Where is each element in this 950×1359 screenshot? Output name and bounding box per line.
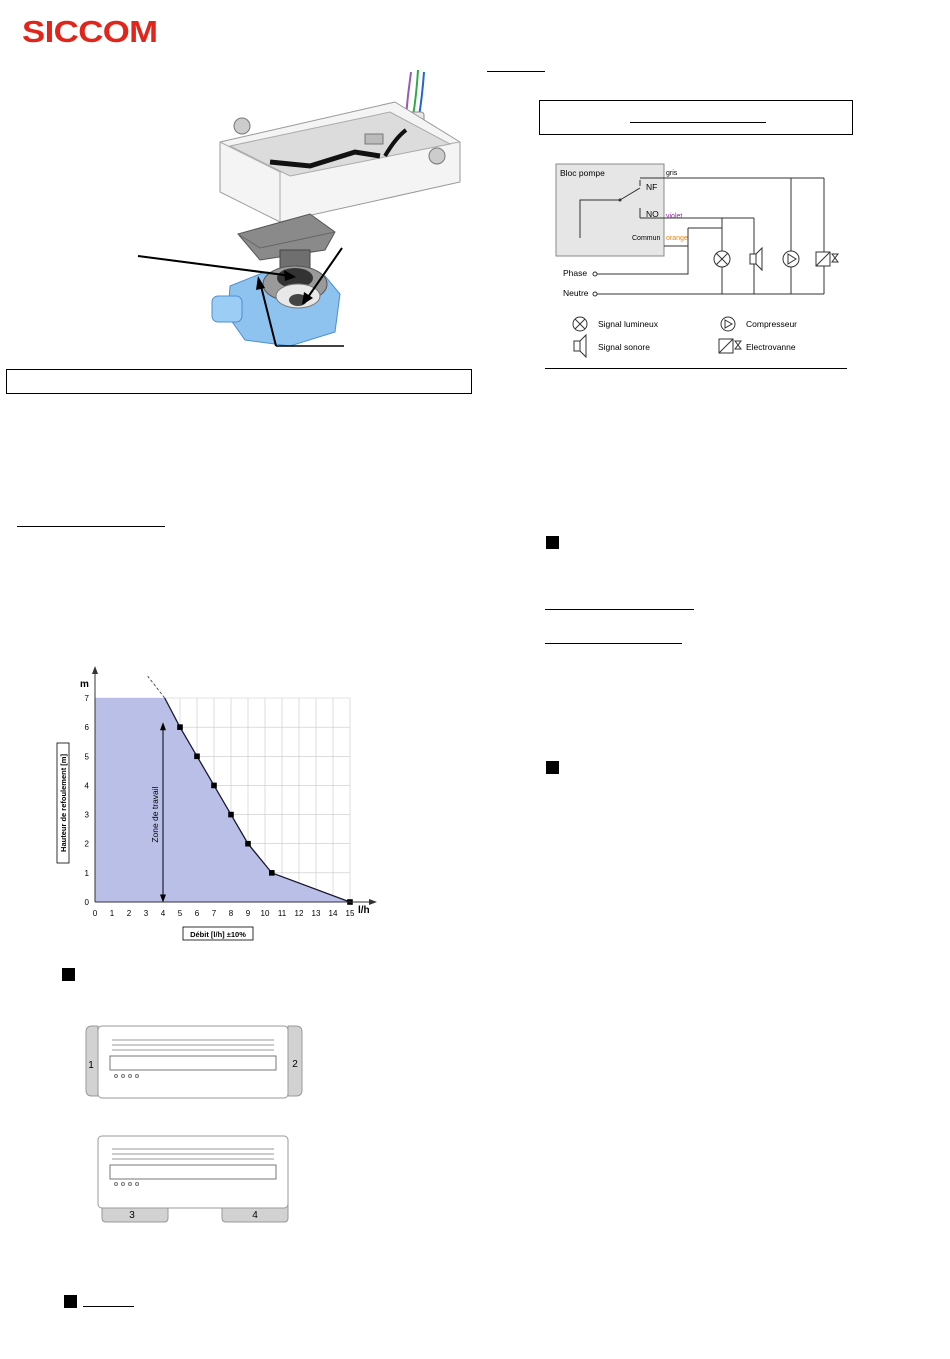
x-tick-label: 12 [294,909,304,918]
view-label-1: 1 [88,1060,94,1071]
x-tick-label: 13 [311,909,321,918]
y-unit-label: m [80,679,89,690]
y-axis-arrow [92,666,98,674]
x-axis-arrow [369,899,377,905]
bottom-heading-underline [83,1306,134,1307]
x-tick-label: 15 [345,909,355,918]
x-tick-label: 8 [228,909,234,918]
data-point-marker [177,724,183,730]
wire-gris-label: gris [666,170,678,177]
x-tick-label: 10 [260,909,270,918]
x-tick-label: 14 [328,909,338,918]
legend-compressor-label: Compresseur [746,319,798,329]
x-tick-label: 11 [277,909,287,918]
x-tick-label: 6 [194,909,200,918]
legend-lamp-label: Signal lumineux [598,319,659,329]
neutre-label: Neutre [563,288,589,298]
legend-sound-label: Signal sonore [598,342,650,352]
x-tick-label: 0 [92,909,98,918]
data-point-marker [211,783,217,789]
x-tick-label: 4 [160,909,166,918]
device-view-bottom [92,1132,297,1224]
x-tick-label: 7 [211,909,217,918]
device-view-top [82,1022,307,1100]
data-point-marker [269,870,275,876]
x-unit-label: l/h [358,905,370,916]
schematic-caption-line [545,368,847,369]
right-subheading-underline [545,643,682,644]
nf-label: NF [646,182,658,192]
y-tick-label: 6 [84,723,89,733]
performance-chart [50,660,385,945]
chart-extrapolation [148,676,165,698]
phase-label: Phase [563,268,588,278]
y-tick-label: 3 [84,810,89,820]
zone-annotation: Zone de travail [150,786,160,843]
y-tick-label: 1 [84,868,89,878]
illustration-caption-box [6,369,472,394]
no-label: NO [646,209,659,219]
x-tick-label: 3 [143,909,149,918]
bloc-pompe-label: Bloc pompe [560,168,605,178]
x-tick-label: 5 [177,909,183,918]
siccom-logo: SICCOM [22,14,158,49]
y-tick-label: 4 [84,781,89,791]
section-heading-underline [17,526,165,527]
y-tick-label: 0 [84,898,89,907]
data-point-marker [245,841,251,847]
wire-orange-label: orange [666,235,688,242]
schematic-title-box [539,100,853,135]
bullet-marker [546,536,559,549]
bullet-marker [546,761,559,774]
view-label-4: 4 [252,1210,258,1221]
x-tick-label: 1 [109,909,115,918]
x-tick-label: 9 [245,909,251,918]
right-subheading-underline [545,609,694,610]
data-point-marker [194,753,200,759]
bullet-marker [62,968,75,981]
data-point-marker [228,812,234,818]
commun-label: Commun [632,235,661,242]
x-axis-label: Débit [l/h] ±10% [190,930,246,939]
right-heading-underline [487,71,545,72]
view-label-2: 2 [292,1059,298,1070]
view-label-3: 3 [129,1210,135,1221]
bullet-marker [64,1295,77,1308]
wire-violet-label: violet [666,213,683,220]
x-tick-label: 2 [126,909,132,918]
y-tick-label: 7 [84,694,89,703]
y-tick-label: 2 [84,839,89,849]
wiring-schematic [550,158,850,363]
y-tick-label: 5 [84,752,89,762]
legend-valve-label: Electrovanne [746,342,796,352]
y-axis-label: Hauteur de refoulement [m] [59,754,68,852]
pump-illustration [130,64,475,354]
